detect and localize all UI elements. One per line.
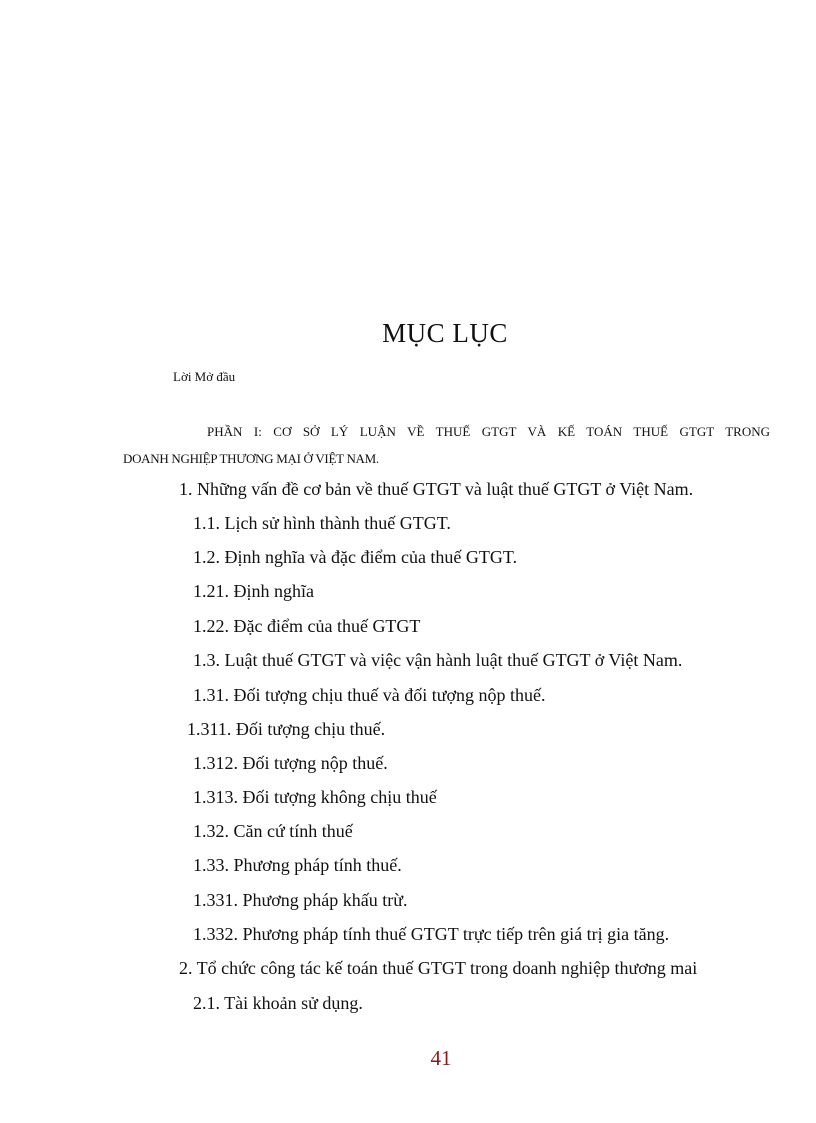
toc-entry-1-32: 1.32. Căn cứ tính thuế: [193, 821, 353, 841]
page-number: 41: [430, 1046, 452, 1070]
toc-entry-1: 1. Những vấn đề cơ bản về thuế GTGT và luật thuế GTGT ở Việt Nam.: [179, 479, 694, 499]
toc-entry-1-21: 1.21. Định nghĩa: [193, 581, 314, 601]
part-heading-line1: PHẦN I: CƠ SỞ LÝ LUẬN VỀ THUẾ GTGT VÀ KẾ TOÁN THUẾ GTGT TRONG: [207, 424, 770, 439]
toc-entry-1-312: 1.312. Đối tượng nộp thuế.: [193, 753, 388, 773]
toc-entry-1-331: 1.331. Phương pháp khấu trừ.: [193, 890, 408, 910]
toc-entry-1-2: 1.2. Định nghĩa và đặc điểm của thuế GTGT.: [193, 547, 518, 567]
toc-entry-1-1: 1.1. Lịch sử hình thành thuế GTGT.: [193, 513, 451, 533]
toc-entry-1-311: 1.311. Đối tượng chịu thuế.: [187, 719, 386, 739]
toc-entry-1-22: 1.22. Đặc điểm của thuế GTGT: [193, 616, 421, 636]
toc-entry-1-3: 1.3. Luật thuế GTGT và việc vận hành luật thuế GTGT ở Việt Nam.: [193, 650, 683, 670]
toc-entry-1-33: 1.33. Phương pháp tính thuế.: [193, 855, 402, 875]
page-title: MỤC LỤC: [382, 318, 508, 348]
toc-entry-1-332: 1.332. Phương pháp tính thuế GTGT trực tiếp trên giá trị gia tăng.: [193, 924, 670, 944]
toc-entry-2-1: 2.1. Tài khoản sử dụng.: [193, 993, 363, 1013]
part-heading-line2: DOANH NGHIỆP THƯƠNG MẠI Ở VIỆT NAM.: [123, 451, 379, 466]
toc-entry-1-31: 1.31. Đối tượng chịu thuế và đối tượng nộp thuế.: [193, 685, 546, 705]
toc-entry-2: 2. Tổ chức công tác kế toán thuế GTGT trong doanh nghiệp thương mai: [179, 958, 698, 978]
toc-intro: Lời Mở đầu: [173, 369, 236, 384]
toc-entry-1-313: 1.313. Đối tượng không chịu thuế: [193, 787, 437, 807]
